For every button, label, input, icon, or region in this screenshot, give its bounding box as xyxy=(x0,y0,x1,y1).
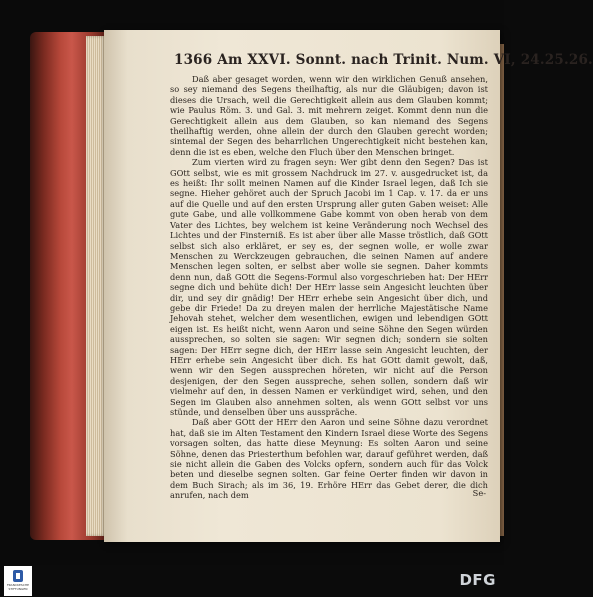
page-edges xyxy=(86,36,106,536)
book-page xyxy=(104,30,593,542)
paragraph: Daß aber GOtt der HErr den Aaron und seine Söhne dazu verordnet hat, daß sie im Alten Testament den Kindern Israel diese Worte des Segens vorsagen solten, das hatte diese Meynung: Es solten Aaron und seine Söhne, denen das Priesterthum befohlen war, darauf geführet werden, daß sie nicht allein die Gaben des Volcks opfern, sondern auch für das Volck beten und dieselbe segnen solten. Gar feine Oerter finden wir davon in dem Buch Sirach; als im 36, 19. Erhöre HErr das Gebet derer, die dich anrufen, nach dem xyxy=(170,417,488,501)
page-header: 1366 Am XXVI. Sonnt. nach Trinit. Num. VI, 24.25.26. xyxy=(174,52,593,68)
logo-text: FRANCKESCHE STIFTUNGEN xyxy=(6,583,30,591)
catchword: Se- xyxy=(472,488,486,498)
franckesche-stiftungen-logo[interactable] xyxy=(4,566,32,596)
footer-bar xyxy=(0,565,504,597)
dfg-logo[interactable]: DFG xyxy=(459,571,496,589)
paragraph: Daß aber gesaget worden, wenn wir den wirklichen Genuß ansehen, so sey niemand des Segens theilhaftig, als nur die Gläubigen; davon ist dieses die Ursach, weil die Gerechtigkeit allein aus dem Glauben kommt; wie Paulus Röm. 3. und Gal. 3. mit mehrern zeiget. Kommt denn nun die Gerechtigkeit allein aus dem Glauben, so kan niemand des Segens theilhaftig werden, ohne allein der durch den Glauben gerecht worden; sintemal der Segen des beharrlichen Ungerechtigkeit nicht bestehen kan, denn die ist es eben, welche den Fluch über den Menschen bringet. xyxy=(170,74,488,157)
logo-icon xyxy=(13,570,23,582)
paragraph: Zum vierten wird zu fragen seyn: Wer gibt denn den Segen? Das ist GOtt selbst, wie es mit grossem Nachdruck im 27. v. ausgedrucket ist, da es heißt: Ihr sollt meinen Namen auf die Kinder Israel legen, daß Ich sie segne. Hieher gehöret auch der Spruch Jacobi im 1 Cap. v. 17. da er uns auf die Quelle und auf den ersten Ursprung aller guten Gaben weiset: Alle gute Gabe, und alle vollkommene Gabe kommt von oben herab von dem Vater des Lichtes, bey welchem ist keine Veränderung noch Wechsel des Lichtes und der Finsterniß. Es ist aber über alle Masse tröstlich, daß GOtt selbst sich also erkläret, er sey es, der segnen wolle, er wolle zwar Menschen zu Werckzeugen gebrauchen, die seinen Namen auf andere Menschen legen solten, er selbst aber wolle sie segnen. Daher kommts denn nun, daß GOtt die Segens-Formul also vorgeschrieben hat: Der HErr segne dich und behüte dich! Der HErr lasse sein Angesicht leuchten über dir, und sey dir gnädig! Der HErr erhebe sein Angesicht über dich, und gebe dir Friede! Da zu dreyen malen der herrliche Majestätische Name Jehovah stehet, welcher dem wesentlichen, ewigen und lebendigen GOtt eigen ist. Es heißt nicht, wenn Aaron und seine Söhne den Segen würden aussprechen, so solten sie sagen: Wir segnen dich; sondern sie solten sagen: Der HErr segne dich, der HErr lasse sein Angesicht leuchten, der HErr erhebe sein Angesicht über dich. Es hat GOtt damit gewolt, daß, wenn wir den Segen aussprechen höreten, wir nicht auf die Person desjenigen, der den Segen ausspreche, sehen sollen, sondern daß wir vielmehr auf den, in dessen Namen er verkündiget wird, sehen, und den Segen im Glauben also annehmen solten, als wenn GOtt selbst vor uns stünde, und denselben über uns ausspräche. xyxy=(170,157,488,417)
page-text xyxy=(170,74,488,501)
